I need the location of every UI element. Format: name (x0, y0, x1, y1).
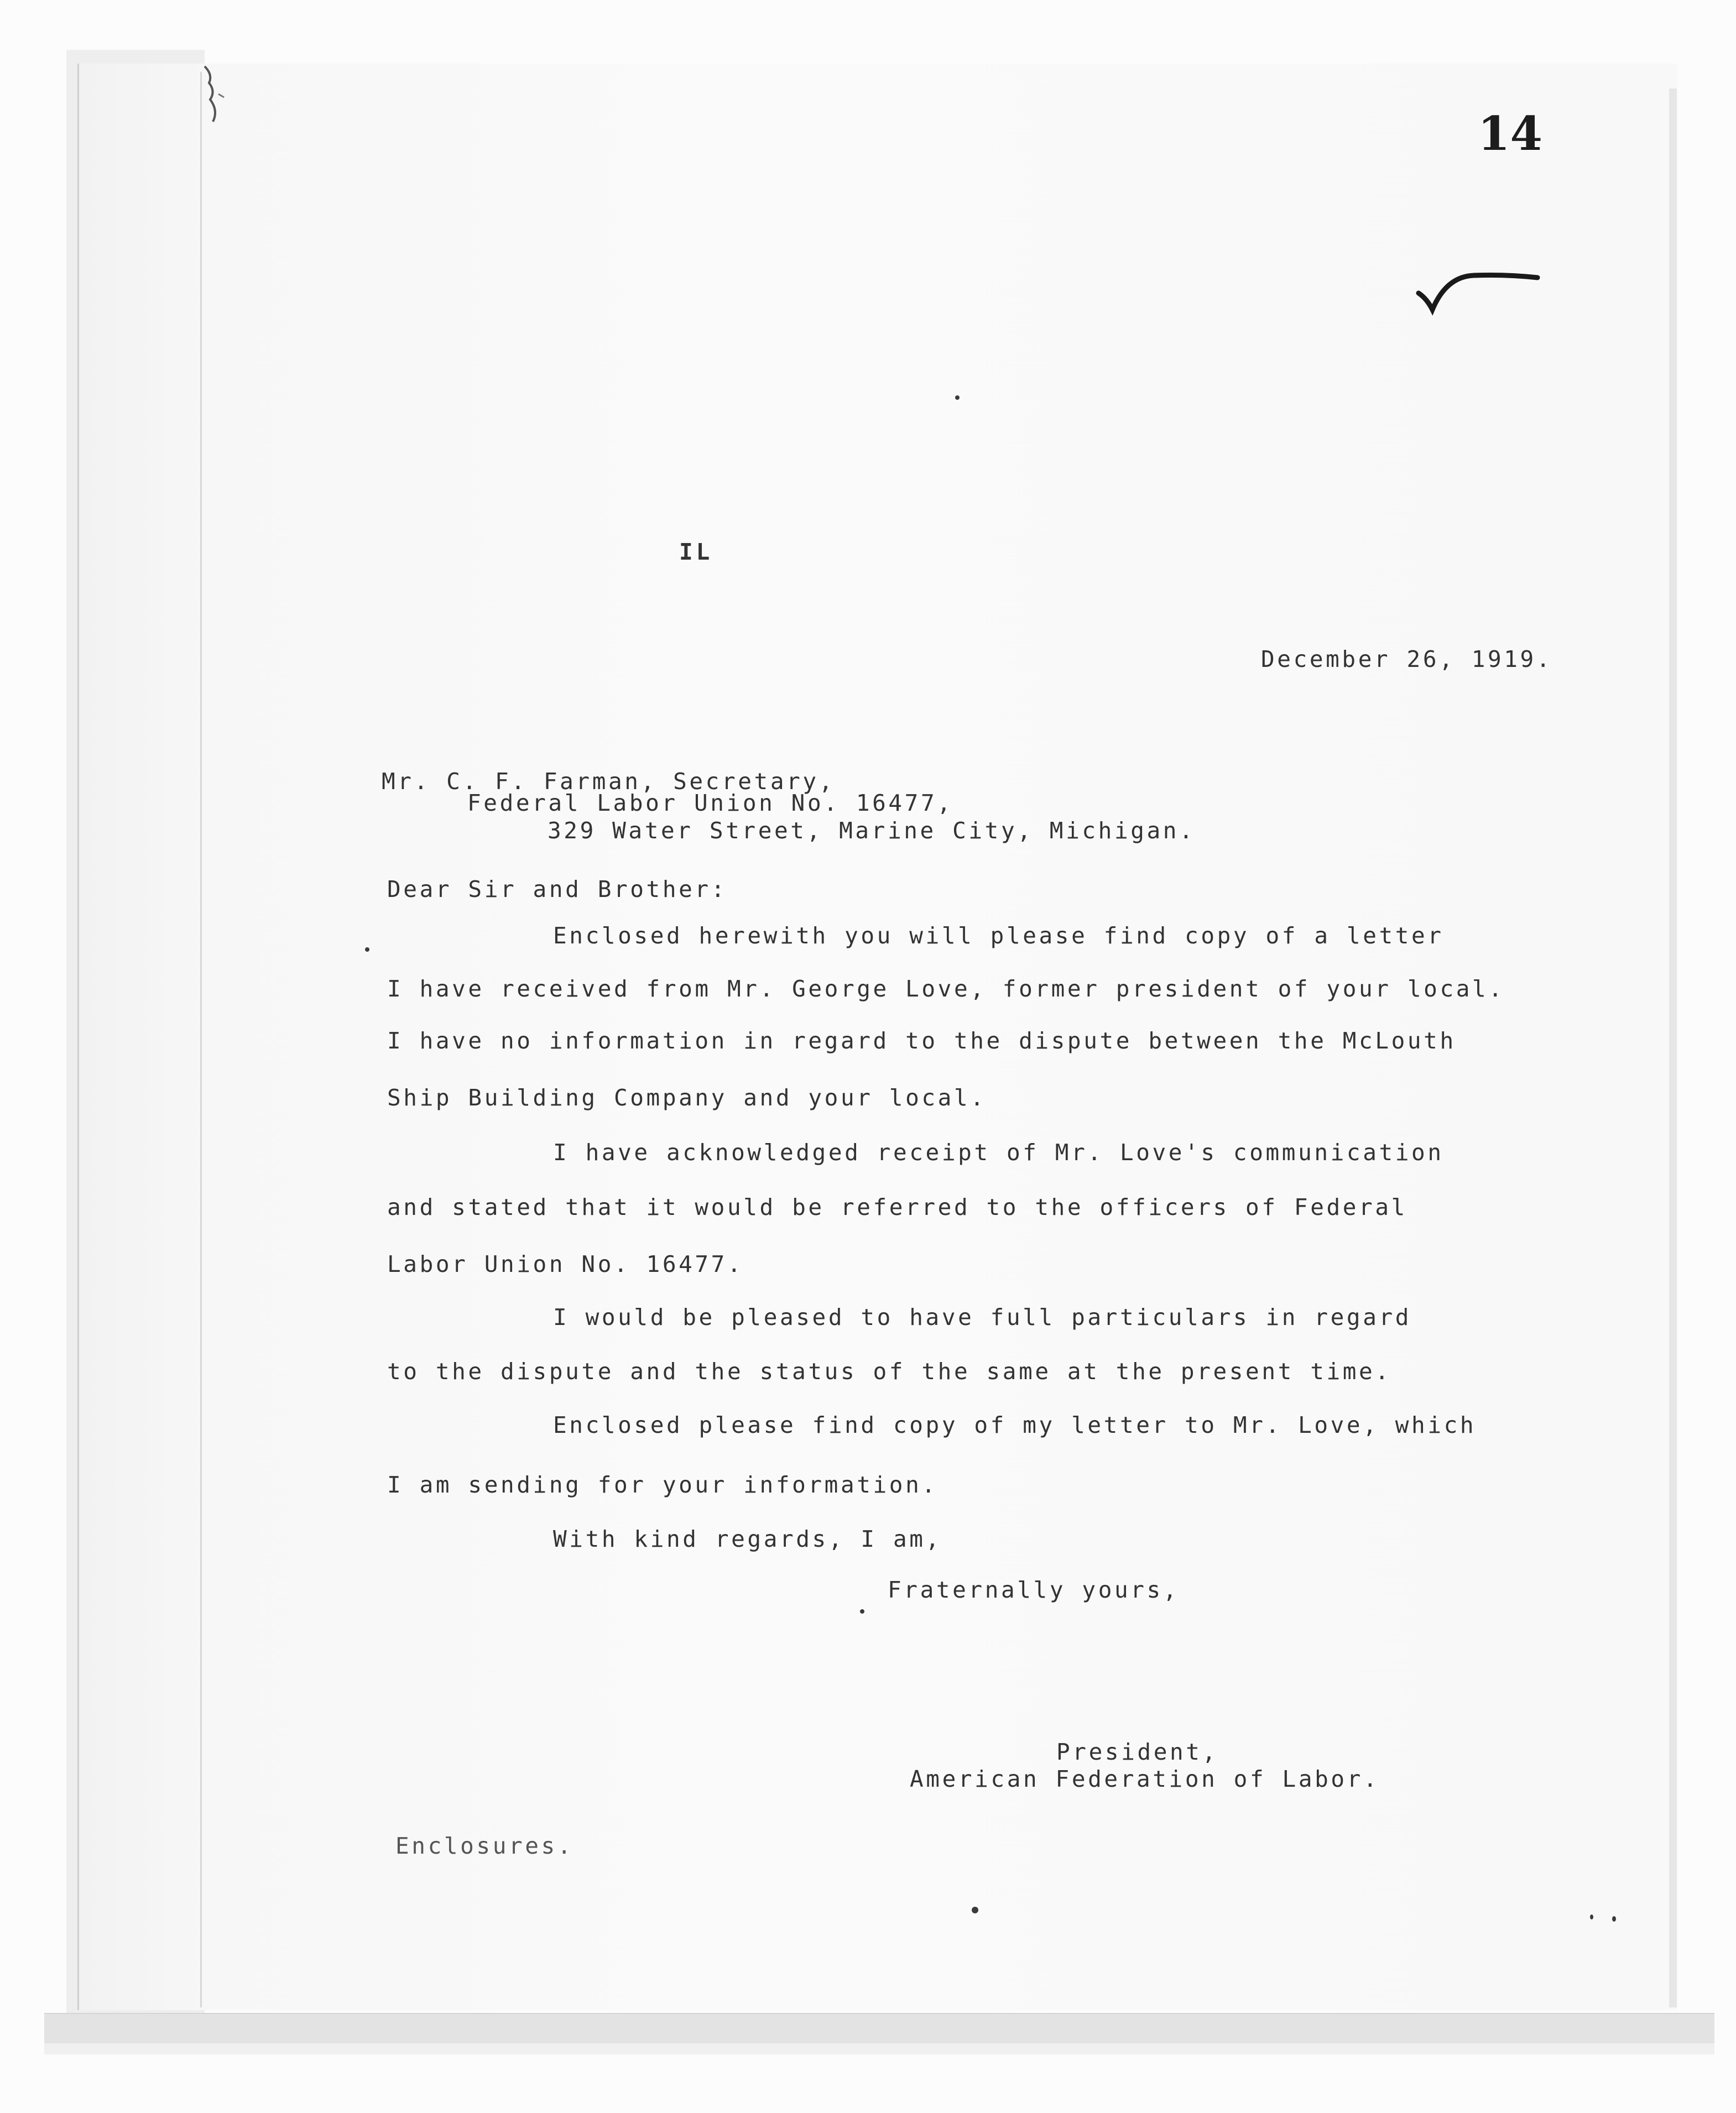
paragraph-4-line-2: I am sending for your information. (387, 1472, 938, 1498)
paragraph-1-line-3: I have no information in regard to the dispute between the McLouth (387, 1027, 1456, 1054)
ink-dot (972, 1907, 978, 1913)
paragraph-4-line-1: Enclosed please find copy of my letter to Mr. Love, which (553, 1412, 1477, 1438)
paragraph-2-line-3: Labor Union No. 16477. (387, 1251, 744, 1277)
paragraph-3-line-2: to the dispute and the status of the same at the present time. (387, 1358, 1391, 1385)
ink-dot (860, 1609, 864, 1614)
paragraph-2-line-1: I have acknowledged receipt of Mr. Love's communication (553, 1139, 1444, 1166)
page-number: 14 (1478, 106, 1542, 161)
smudge-mark (194, 61, 238, 133)
paragraph-3-line-1: I would be pleased to have full particulars in regard (553, 1304, 1412, 1331)
typist-initials: IL (679, 539, 713, 565)
signoff: Fraternally yours, (888, 1577, 1180, 1603)
ink-dot (1590, 1914, 1593, 1919)
checkmark-icon (1413, 260, 1551, 321)
ink-dot (1612, 1916, 1616, 1922)
signature-organization: American Federation of Labor. (910, 1766, 1380, 1792)
recipient-line-3: 329 Water Street, Marine City, Michigan. (548, 817, 1196, 844)
paper-fold-line (200, 72, 202, 2007)
recipient-line-1: Mr. C. F. Farman, Secretary, (382, 768, 835, 795)
paper-bottom-edge (44, 2013, 1714, 2044)
paragraph-1-line-2: I have received from Mr. George Love, former president of your local. (387, 975, 1505, 1002)
paragraph-2-line-2: and stated that it would be referred to the officers of Federal (387, 1194, 1407, 1220)
ink-dot (955, 395, 960, 400)
paper-right-edge (1669, 88, 1677, 2007)
salutation: Dear Sir and Brother: (387, 876, 727, 902)
enclosures-note: Enclosures. (395, 1833, 574, 1859)
recipient-line-2: Federal Labor Union No. 16477, (467, 790, 953, 816)
ink-dot (365, 947, 369, 952)
closing-line: With kind regards, I am, (553, 1526, 942, 1552)
paper-bottom-shadow (44, 2043, 1714, 2054)
paragraph-1-line-4: Ship Building Company and your local. (387, 1084, 987, 1111)
letter-date: December 26, 1919. (1261, 646, 1553, 672)
signature-title: President, (1056, 1739, 1218, 1765)
paragraph-1-line-1: Enclosed herewith you will please find copy of a letter (553, 922, 1444, 949)
